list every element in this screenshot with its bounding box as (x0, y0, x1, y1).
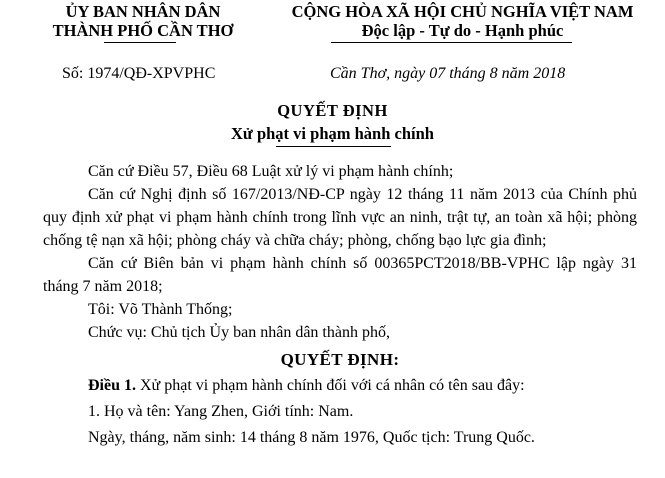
article-1-label: Điều 1. (88, 377, 136, 394)
country-name: CỘNG HÒA XÃ HỘI CHỦ NGHĨA VIỆT NAM (291, 2, 634, 21)
article-1 (43, 374, 637, 397)
document-number: Số: 1974/QĐ-XPVPHC (62, 65, 216, 82)
violator-name: 1. Họ và tên: Yang Zhen, Giới tính: Nam. (88, 403, 354, 420)
motto-underline (331, 42, 572, 43)
signer-position: Chức vụ: Chủ tịch Ủy ban nhân dân thành phố, (88, 324, 390, 341)
legal-basis-3: Căn cứ Biên bản vi phạm hành chính số 00365PCT2018/BB-VPHC lập ngày 31 tháng 7 năm 2018; (43, 255, 637, 295)
signer-name: Tôi: Võ Thành Thống; (88, 301, 233, 318)
authority-line-1: ỦY BAN NHÂN DÂN (65, 2, 221, 21)
document-title: QUYẾT ĐỊNH (277, 101, 388, 120)
document-subtitle: Xử phạt vi phạm hành chính (231, 124, 434, 143)
motto: Độc lập - Tự do - Hạnh phúc (361, 21, 564, 40)
legal-basis-1: Căn cứ Điều 57, Điều 68 Luật xử lý vi phạm hành chính; (88, 163, 454, 180)
national-motto (260, 2, 665, 40)
violator-birth-nationality: Ngày, tháng, năm sinh: 14 tháng 8 năm 1976, Quốc tịch: Trung Quốc. (88, 429, 535, 446)
document-date: Cần Thơ, ngày 07 tháng 8 năm 2018 (330, 65, 566, 82)
decision-heading: QUYẾT ĐỊNH: (280, 350, 400, 369)
subtitle-underline (276, 146, 391, 147)
issuing-authority (18, 2, 268, 40)
legal-basis-2: Căn cứ Nghị định số 167/2013/NĐ-CP ngày 12 tháng 11 năm 2013 của Chính phủ quy định xử phạt vi phạm hành chính trong lĩnh vực an ninh, trật tự, an toàn xã hội; phòng chống tệ nạn xã hội; phòng cháy và chữa cháy; phòng, chống bạo lực gia đình; (43, 186, 637, 249)
authority-underline (104, 42, 176, 43)
authority-line-2: THÀNH PHỐ CẦN THƠ (52, 21, 234, 40)
document-body (43, 160, 637, 449)
article-1-text: Xử phạt vi phạm hành chính đối với cá nhân có tên sau đây: (136, 377, 525, 394)
